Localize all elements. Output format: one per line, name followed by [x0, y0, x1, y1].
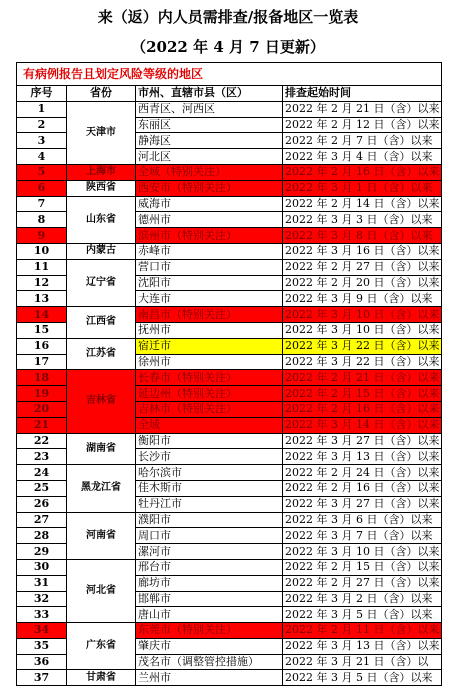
table-row	[17, 370, 442, 386]
row-number: 17	[17, 354, 67, 370]
table-row	[17, 559, 442, 575]
province-cell: 上海市	[67, 164, 136, 180]
row-number: 15	[17, 322, 67, 338]
header-row	[17, 86, 442, 102]
time-cell: 2022 年 2 月 11 日（含）以来	[283, 623, 442, 639]
time-cell: 2022 年 3 月 5 日（含）以来	[283, 607, 442, 623]
time-cell: 2022 年 2 月 16 日（含）以来	[283, 164, 442, 180]
row-number: 20	[17, 401, 67, 417]
row-number: 14	[17, 307, 67, 323]
city-cell: 周口市	[136, 528, 283, 544]
table-row	[17, 465, 442, 481]
time-cell: 2022 年 3 月 10 日（含）以来	[283, 544, 442, 560]
row-number: 1	[17, 101, 67, 117]
row-number: 18	[17, 370, 67, 386]
row-number: 34	[17, 623, 67, 639]
city-cell: 长沙市	[136, 449, 283, 465]
city-cell: 威海市	[136, 196, 283, 212]
time-cell: 2022 年 2 月 24 日（含）以来	[283, 465, 442, 481]
row-number: 12	[17, 275, 67, 291]
time-cell: 2022 年 3 月 22 日（含）以来	[283, 338, 442, 354]
time-cell: 2022 年 2 月 21 日（含）以来	[283, 101, 442, 117]
city-cell: 唐山市	[136, 607, 283, 623]
city-cell: 沈阳市	[136, 275, 283, 291]
city-cell: 邯郸市	[136, 591, 283, 607]
city-cell: 静海区	[136, 133, 283, 149]
time-cell: 2022 年 2 月 20 日（含）以来	[283, 275, 442, 291]
province-cell: 江西省	[67, 307, 136, 339]
table-row	[17, 433, 442, 449]
city-cell: 肇庆市	[136, 638, 283, 654]
city-cell: 大连市	[136, 291, 283, 307]
time-cell: 2022 年 3 月 27 日（含）以来	[283, 496, 442, 512]
table-row	[17, 243, 442, 259]
city-cell: 德州市	[136, 212, 283, 228]
table-row	[17, 196, 442, 212]
city-cell: 营口市	[136, 259, 283, 275]
city-cell: 廊坊市	[136, 575, 283, 591]
city-cell: 牡丹江市	[136, 496, 283, 512]
city-cell: 延边州（特别关注）	[136, 386, 283, 402]
table-row	[17, 307, 442, 323]
time-cell: 2022 年 3 月 1 日（含）以来	[283, 180, 442, 196]
time-cell: 2022 年 3 月 13 日（含）以来	[283, 449, 442, 465]
row-number: 29	[17, 544, 67, 560]
time-cell: 2022 年 3 月 10 日（含）以来	[283, 307, 442, 323]
province-cell: 陕西省	[67, 180, 136, 196]
city-cell: 抚州市	[136, 322, 283, 338]
province-cell: 内蒙古	[67, 243, 136, 259]
row-number: 6	[17, 180, 67, 196]
province-cell: 江苏省	[67, 338, 136, 370]
row-number: 28	[17, 528, 67, 544]
city-cell: 全域（特别关注）	[136, 164, 283, 180]
time-cell: 2022 年 3 月 21 日（含）以	[283, 654, 442, 670]
time-cell: 2022 年 2 月 16 日（含）以来	[283, 480, 442, 496]
city-cell: 全域	[136, 417, 283, 433]
row-number: 4	[17, 149, 67, 165]
row-number: 26	[17, 496, 67, 512]
document-title: 来（返）内人员需排查/报备地区一览表	[97, 8, 359, 26]
province-cell: 甘肃省	[67, 670, 136, 686]
province-cell: 广东省	[67, 623, 136, 670]
province-cell: 湖南省	[67, 433, 136, 465]
province-cell: 黑龙江省	[67, 465, 136, 512]
time-cell: 2022 年 2 月 16 日（含）以来	[283, 401, 442, 417]
row-number: 2	[17, 117, 67, 133]
city-cell: 邢台市	[136, 559, 283, 575]
time-cell: 2022 年 2 月 14 日（含）以来	[283, 196, 442, 212]
row-number: 36	[17, 654, 67, 670]
table-row	[17, 180, 442, 196]
time-cell: 2022 年 3 月 3 日（含）以来	[283, 212, 442, 228]
city-cell: 吉林市（特别关注）	[136, 401, 283, 417]
time-cell: 2022 年 3 月 10 日（含）以来	[283, 322, 442, 338]
row-number: 16	[17, 338, 67, 354]
row-number: 11	[17, 259, 67, 275]
time-cell: 2022 年 3 月 8 日（含）以来	[283, 228, 442, 244]
city-cell: 长春市（特别关注）	[136, 370, 283, 386]
city-cell: 衡阳市	[136, 433, 283, 449]
row-number: 19	[17, 386, 67, 402]
city-cell: 哈尔滨市	[136, 465, 283, 481]
time-cell: 2022 年 3 月 5 日（含）以来	[283, 670, 442, 686]
time-cell: 2022 年 3 月 16 日（含）以来	[283, 243, 442, 259]
time-cell: 2022 年 3 月 9 日（含）以来	[283, 291, 442, 307]
row-number: 37	[17, 670, 67, 686]
time-cell: 2022 年 2 月 27 日（含）以来	[283, 259, 442, 275]
city-cell: 茂名市（调整管控措施）	[136, 654, 283, 670]
header-time: 排查起始时间	[283, 86, 442, 102]
city-cell: 西青区、河西区	[136, 101, 283, 117]
header-province: 省份	[67, 86, 136, 102]
table-row	[17, 259, 442, 275]
row-number: 3	[17, 133, 67, 149]
row-number: 13	[17, 291, 67, 307]
table-row	[17, 101, 442, 117]
city-cell: 宿迁市	[136, 338, 283, 354]
header-city: 市州、直辖市县（区）	[136, 86, 283, 102]
province-cell: 河北省	[67, 559, 136, 622]
row-number: 24	[17, 465, 67, 481]
row-number: 7	[17, 196, 67, 212]
table-row	[17, 512, 442, 528]
province-cell: 辽宁省	[67, 259, 136, 306]
row-number: 23	[17, 449, 67, 465]
header-seq: 序号	[17, 86, 67, 102]
row-number: 35	[17, 638, 67, 654]
city-cell: 佳木斯市	[136, 480, 283, 496]
row-number: 10	[17, 243, 67, 259]
city-cell: 滨州市（特别关注）	[136, 228, 283, 244]
row-number: 30	[17, 559, 67, 575]
time-cell: 2022 年 3 月 2 日（含）以来	[283, 591, 442, 607]
city-cell: 南昌市（特别关注）	[136, 307, 283, 323]
time-cell: 2022 年 3 月 7 日（含）以来	[283, 528, 442, 544]
city-cell: 濮阳市	[136, 512, 283, 528]
province-cell: 吉林省	[67, 370, 136, 433]
city-cell: 徐州市	[136, 354, 283, 370]
banner-row	[17, 63, 442, 86]
banner-text: 有病例报告且划定风险等级的地区	[17, 63, 442, 86]
city-cell: 赤峰市	[136, 243, 283, 259]
city-cell: 兰州市	[136, 670, 283, 686]
province-cell: 河南省	[67, 512, 136, 559]
table-row	[17, 164, 442, 180]
table-row	[17, 623, 442, 639]
time-cell: 2022 年 2 月 21 日（含）以来	[283, 370, 442, 386]
time-cell: 2022 年 3 月 4 日（含）以来	[283, 149, 442, 165]
time-cell: 2022 年 2 月 27 日（含）以来	[283, 575, 442, 591]
time-cell: 2022 年 2 月 12 日（含）以来	[283, 117, 442, 133]
city-cell: 河北区	[136, 149, 283, 165]
time-cell: 2022 年 2 月 15 日（含）以来	[283, 386, 442, 402]
row-number: 33	[17, 607, 67, 623]
province-cell: 天津市	[67, 101, 136, 164]
risk-table	[16, 62, 442, 686]
city-cell: 东丽区	[136, 117, 283, 133]
row-number: 25	[17, 480, 67, 496]
time-cell: 2022 年 3 月 13 日（含）以来	[283, 638, 442, 654]
row-number: 21	[17, 417, 67, 433]
table-row	[17, 670, 442, 686]
document-subtitle: （2022 年 4 月 7 日更新）	[131, 38, 325, 56]
time-cell: 2022 年 2 月 15 日（含）以来	[283, 559, 442, 575]
row-number: 32	[17, 591, 67, 607]
time-cell: 2022 年 3 月 27 日（含）以来	[283, 433, 442, 449]
row-number: 9	[17, 228, 67, 244]
row-number: 5	[17, 164, 67, 180]
city-cell: 东莞市（特别关注）	[136, 623, 283, 639]
city-cell: 西安市（特别关注）	[136, 180, 283, 196]
row-number: 8	[17, 212, 67, 228]
row-number: 22	[17, 433, 67, 449]
time-cell: 2022 年 3 月 14 日（含）以来	[283, 417, 442, 433]
row-number: 27	[17, 512, 67, 528]
time-cell: 2022 年 2 月 7 日（含）以来	[283, 133, 442, 149]
city-cell: 漯河市	[136, 544, 283, 560]
province-cell: 山东省	[67, 196, 136, 243]
time-cell: 2022 年 3 月 22 日（含）以来	[283, 354, 442, 370]
table-row	[17, 338, 442, 354]
row-number: 31	[17, 575, 67, 591]
time-cell: 2022 年 3 月 6 日（含）以来	[283, 512, 442, 528]
